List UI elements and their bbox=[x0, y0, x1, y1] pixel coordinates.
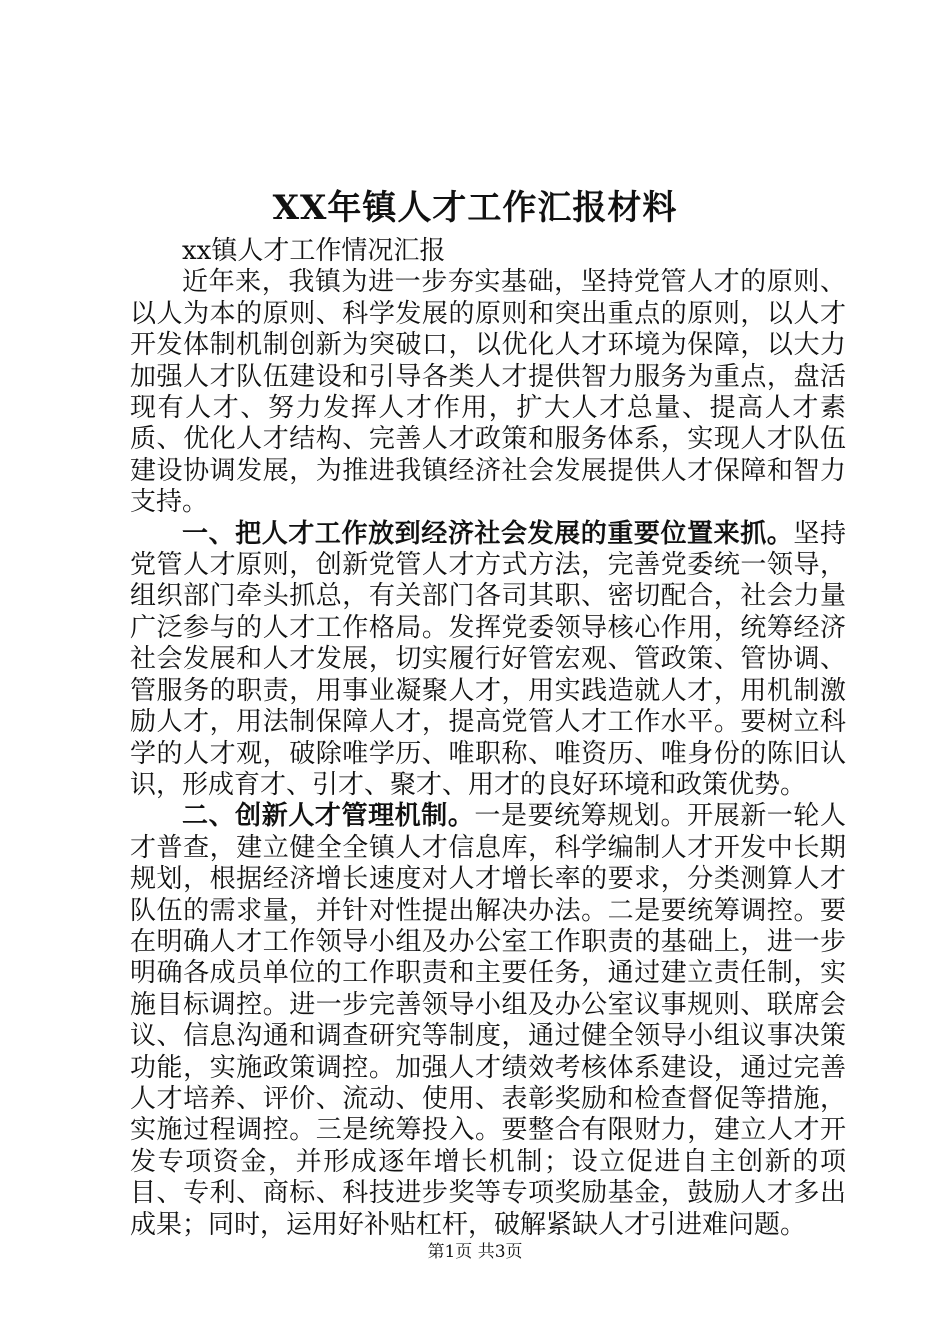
page-footer: 第1页 共3页 bbox=[427, 1242, 523, 1262]
section-paragraph-2 bbox=[130, 801, 846, 1241]
section-text-2: 一是要统筹规划。开展新一轮人才普查，建立健全全镇人才信息库，科学编制人才开发中长期规划，根据经济增长速度对人才增长率的要求，分类测算人才队伍的需求量，并针对性提出解决办法。二是要统筹调控。要在明确人才工作领导小组及办公室工作职责的基础上，进一步明确各成员单位的工作职责和主要任务，通过建立责任制，实施目标调控。进一步完善领导小组及办公室议事规则、联席会议、信息沟通和调查研究等制度，通过健全领导小组议事决策功能，实施政策调控。加强人才绩效考核体系建设，通过完善人才培养、评价、流动、使用、表彰奖励和检查督促等措施，实施过程调控。三是统筹投入。要整合有限财力，建立人才开发专项资金，并形成逐年增长机制；设立促进自主创新的项目、专利、商标、科技进步奖等专项奖励基金，鼓励人才多出成果；同时，运用好补贴杠杆，破解紧缺人才引进难问题。 bbox=[130, 801, 846, 1240]
section-paragraph-1 bbox=[130, 519, 846, 802]
document-title: XX年镇人才工作汇报材料 bbox=[272, 188, 678, 228]
document-body bbox=[130, 236, 846, 1241]
intro-paragraph: 近年来，我镇为进一步夯实基础，坚持党管人才的原则、以人为本的原则、科学发展的原则和突出重点的原则，以人才开发体制机制创新为突破口，以优化人才环境为保障，以大力加强人才队伍建设和引导各类人才提供智力服务为重点，盘活现有人才、努力发挥人才作用，扩大人才总量、提高人才素质、优化人才结构、完善人才政策和服务体系，实现人才队伍建设协调发展，为推进我镇经济社会发展提供人才保障和智力支持。 bbox=[130, 267, 846, 518]
section-heading-2: 二、创新人才管理机制。 bbox=[182, 801, 475, 832]
section-text-1: 坚持党管人才原则，创新党管人才方式方法，完善党委统一领导，组织部门牵头抓总，有关部门各司其职、密切配合，社会力量广泛参与的人才工作格局。发挥党委领导核心作用，统筹经济社会发展和人才发展，切实履行好管宏观、管政策、管协调、管服务的职责，用事业凝聚人才，用实践造就人才，用机制激励人才，用法制保障人才，提高党管人才工作水平。要树立科学的人才观，破除唯学历、唯职称、唯资历、唯身份的陈旧认识，形成育才、引才、聚才、用才的良好环境和政策优势。 bbox=[130, 518, 846, 800]
section-heading-1: 一、把人才工作放到经济社会发展的重要位置来抓。 bbox=[182, 518, 794, 549]
document-subtitle: xx镇人才工作情况汇报 bbox=[182, 236, 446, 266]
